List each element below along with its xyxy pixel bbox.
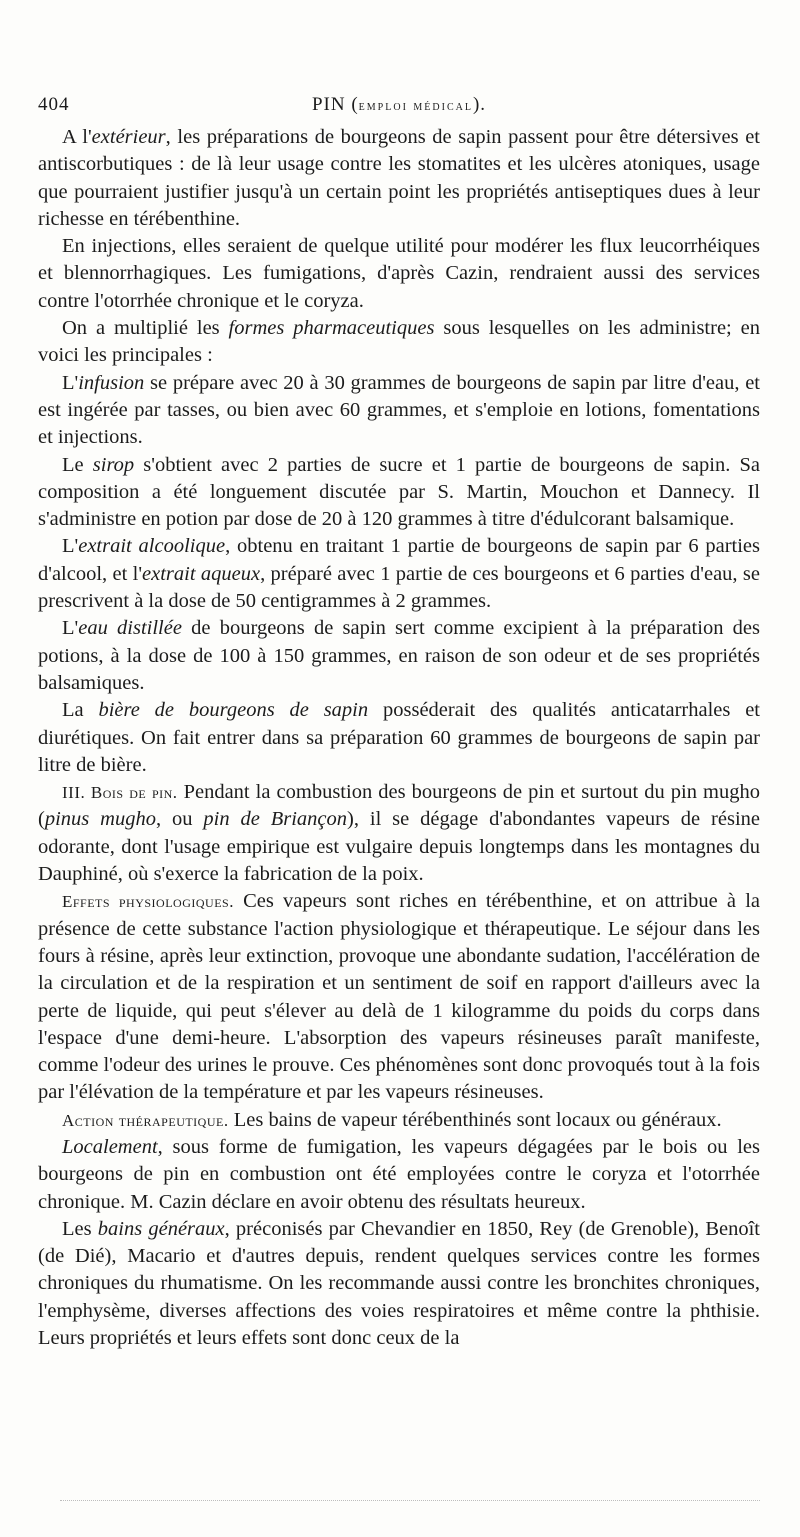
paragraph-injections: En injections, elles seraient de quelque utilité pour modérer les flux leucorrhéiques et blennorrhagiques. Les fumigations, d'après Cazin, rendraient aussi des services contre l'otorrhée chronique et le coryza. — [38, 235, 760, 312]
paragraph-sirop: Le sirop s'obtient avec 2 parties de sucre et 1 partie de bourgeons de sapin. Sa composition a été longuement discutée par S. Martin, Mouchon et Dannecy. Il s'administre en potion par dose de 20 à 120 grammes à titre d'édulcorant balsamique. — [38, 453, 760, 531]
bottom-rule — [60, 1500, 760, 1501]
paragraph-action-therapeutique: Action thérapeutique. Les bains de vapeur térébenthinés sont locaux ou généraux. — [62, 1108, 722, 1131]
running-head — [38, 94, 760, 124]
paragraph-infusion: L'infusion se prépare avec 20 à 30 grammes de bourgeons de sapin par litre d'eau, et est ingérée par tasses, ou bien avec 60 grammes, et s'emploie en lotions, fomentations et injections. — [38, 371, 760, 449]
paragraph-effets-physiologiques: Effets physiologiques. Ces vapeurs sont riches en térébenthine, et on attribue à la présence de cette substance l'action physiologique et thérapeutique. Le séjour dans les fours à résine, après leur extinction, provoque une abondante sudation, l'accélération de la circulation et de la respiration et un sentiment de soif en rapport d'ailleurs avec la perte de liquide, qui peut s'élever au delà de 1 kilogramme du poids du corps dans l'espace d'une demi-heure. L'absorption des vapeurs résineuses paraît manifeste, comme l'odeur des urines le prouve. Ces phénomènes sont donc provoqués tout à la fois par l'élévation de la température et par les vapeurs résineuses. — [38, 890, 760, 1104]
paragraph-exterieur: A l'extérieur, les préparations de bourgeons de sapin passent pour être détersives et antiscorbutiques : de là leur usage contre les stomatites et les ulcères atoniques, usage que pourraient justifier jusqu'à un certain point les propriétés antiseptiques dues à leur richesse en térébenthine. — [38, 126, 760, 230]
section-heading: III. Bois de pin. — [62, 783, 178, 803]
section-heading: Effets physiologiques. — [62, 892, 234, 912]
body-text — [38, 124, 760, 1352]
section-heading: Action thérapeutique. — [62, 1110, 229, 1130]
paragraph-bains-generaux: Les bains généraux, préconisés par Chevandier en 1850, Rey (de Grenoble), Benoît (de Dié), Macario et d'autres depuis, rendent quelques services contre les formes chroniques du rhumatisme. On les recommande aussi contre les bronchites chroniques, l'emphysème, diverses affections des voies respiratoires et même contre la phthisie. Leurs propriétés et leurs effets sont donc ceux de la — [38, 1217, 760, 1350]
paragraph-localement: Localement, sous forme de fumigation, les vapeurs dégagées par le bois ou les bourgeons de pin en combustion ont été employées contre le coryza et l'otorrhée chronique. M. Cazin déclare en avoir obtenu des résultats heureux. — [38, 1135, 760, 1213]
running-title-main: PIN ( — [311, 94, 359, 115]
paragraph-biere: La bière de bourgeons de sapin posséderait des qualités anticatarrhales et diurétiques. On fait entrer dans sa préparation 60 grammes de bourgeons de sapin par litre de bière. — [38, 699, 760, 776]
page-number: 404 — [38, 94, 70, 115]
paragraph-formes: On a multiplié les formes pharmaceutiques sous lesquelles on les administre; en voici les principales : — [38, 317, 760, 367]
paragraph-bois-de-pin: III. Bois de pin. Pendant la combustion des bourgeons de pin et surtout du pin mugho (pinus mugho, ou pin de Briançon), il se dégage d'abondantes vapeurs de résine odorante, dont l'usage empirique est vulgaire depuis longtemps dans les montagnes du Dauphiné, où s'exerce la fabrication de la poix. — [38, 781, 760, 886]
paragraph-extrait: L'extrait alcoolique, obtenu en traitant 1 partie de bourgeons de sapin par 6 parties d'alcool, et l'extrait aqueux, préparé avec 1 partie de ces bourgeons et 6 parties d'eau, se prescrivent à la dose de 50 centigrammes à 2 grammes. — [38, 535, 761, 613]
paragraph-eau-distillee: L'eau distillée de bourgeons de sapin sert comme excipient à la préparation des potions, à la dose de 100 à 150 grammes, en raison de son odeur et de ses propriétés balsamiques. — [38, 617, 760, 694]
running-title-end: ). — [472, 94, 487, 115]
running-title — [38, 94, 760, 116]
running-title-sub: emploi médical — [358, 99, 473, 114]
